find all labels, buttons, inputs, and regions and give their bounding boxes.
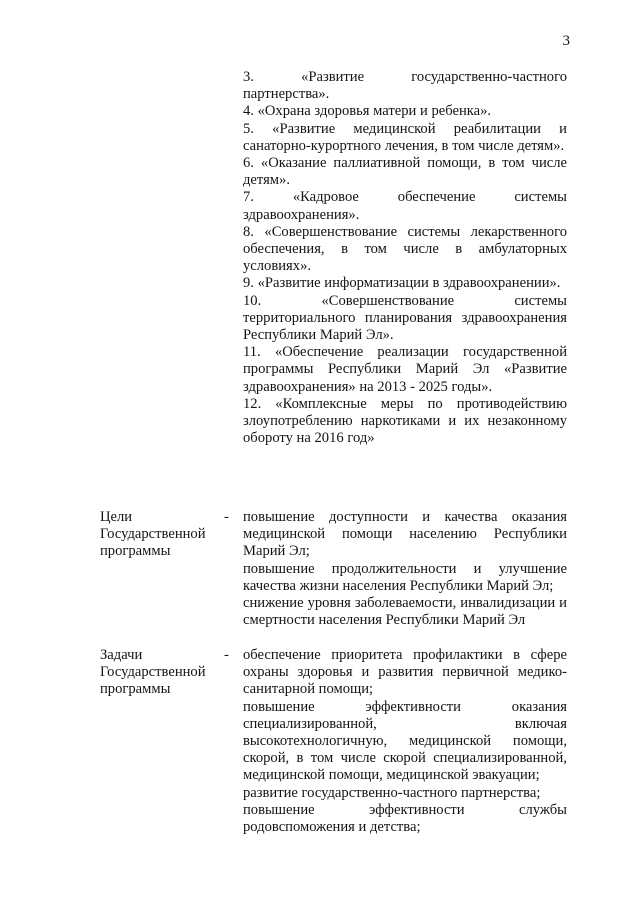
list-item: 7. «Кадровое обеспечение системы здравоохранения». [243,189,567,223]
tasks-label-line: Задачи [100,647,143,663]
subprogram-list [243,69,567,447]
goal-item: снижение уровня заболеваемости, инвалидизации и смертности населения Республики Марий Эл [243,595,567,629]
task-item: повышение эффективности службы родовспоможения и детства; [243,801,567,836]
tasks-label [100,647,222,699]
list-item: 12. «Комплексные меры по противодействию злоупотреблению наркотиками и их незаконному обороту на 2016 год» [243,395,567,447]
goals-label-line: Цели [100,509,133,525]
goals-label [100,509,222,561]
task-item: развитие государственно-частного партнерства; [243,784,541,801]
goals-dash: - [224,509,229,525]
list-item: 3. «Развитие государственно-частного партнерства». [243,69,567,103]
page-number: 3 [562,33,570,49]
tasks-content [243,647,567,836]
list-item: 4. «Охрана здоровья матери и ребенка». [243,103,492,120]
goals-label-line: Государственной [100,526,206,543]
tasks-label-line: Государственной [100,664,206,681]
tasks-dash: - [224,647,229,663]
goals-label-line: программы [100,543,171,560]
list-item: 8. «Совершенствование системы лекарственного обеспечения, в том числе в амбулаторных условиях». [243,223,567,275]
list-item: 9. «Развитие информатизации в здравоохранении». [243,275,561,292]
goals-content [243,509,567,629]
list-item: 10. «Совершенствование системы территориального планирования здравоохранения Республики Марий Эл». [243,292,567,344]
list-item: 5. «Развитие медицинской реабилитации и санаторно-курортного лечения, в том числе детям». [243,120,567,154]
goal-item: повышение продолжительности и улучшение качества жизни населения Республики Марий Эл; [243,560,567,594]
list-item: 11. «Обеспечение реализации государственной программы Республики Марий Эл «Развитие здравоохранения» на 2013 - 2025 годы». [243,344,567,395]
task-item: обеспечение приоритета профилактики в сфере охраны здоровья и развития первичной медико-санитарной помощи; [243,647,567,698]
tasks-label-line: программы [100,681,171,698]
goal-item: повышение доступности и качества оказания медицинской помощи населению Республики Марий Эл; [243,509,567,560]
task-item: повышение эффективности оказания специализированной, включая высокотехнологичную, медицинской помощи, скорой, в том числе скорой специализированной, медицинской помощи, медицинской эвакуации; [243,698,567,784]
list-item: 6. «Оказание паллиативной помощи, в том числе детям». [243,155,567,189]
